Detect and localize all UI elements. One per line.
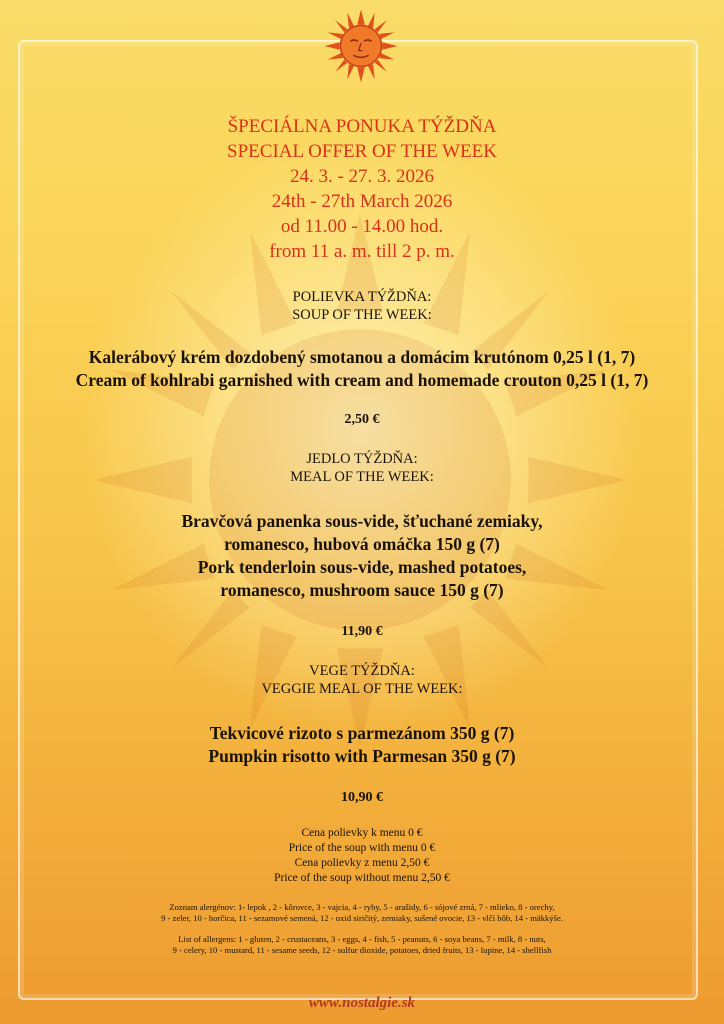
header-title-sk: ŠPECIÁLNA PONUKA TÝŽDŇA <box>227 116 497 137</box>
meal-line: romanesco, hubová omáčka 150 g (7) <box>224 534 500 554</box>
meal-line: Pork tenderloin sous-vide, mashed potatoes, <box>197 557 527 577</box>
soup-dish-sk: Kalerábový krém dozdobený smotanou a domácim krutónom 0,25 l (1, 7) <box>88 347 636 367</box>
soup-price-note: Cena polievky k menu 0 € <box>301 827 423 839</box>
meal-line: Bravčová panenka sous-vide, šťuchané zemiaky, <box>181 511 543 531</box>
allergen-line: 9 - zeler, 10 - horčica, 11 - sezamové semená, 12 - oxid siričitý, zemiaky, sušené ovocie, 13 - vlčí bôb, 14 - mäkkýše. <box>161 913 563 923</box>
veggie-title-en: VEGGIE MEAL OF THE WEEK: <box>261 681 463 697</box>
soup-price-notes <box>30 826 694 886</box>
soup-dish-en: Cream of kohlrabi garnished with cream and homemade crouton 0,25 l (1, 7) <box>75 370 649 390</box>
meal-price: 11,90 € <box>341 624 383 639</box>
header-date-en: 24th - 27th March 2026 <box>271 191 453 212</box>
allergen-line: List of allergens: 1 - gluten, 2 - crustaceans, 3 - eggs, 4 - fish, 5 - peanuts, 6 - soya beans, 7 - milk, 8 - nuts, <box>178 934 546 944</box>
allergens-sk <box>30 902 694 924</box>
veggie-section <box>30 662 694 806</box>
menu-content <box>30 114 694 956</box>
soup-title-sk: POLIEVKA TÝŽDŇA: <box>292 289 432 305</box>
meal-section <box>30 450 694 640</box>
veggie-title-sk: VEGE TÝŽDŇA: <box>309 663 415 679</box>
soup-price: 2,50 € <box>344 412 380 427</box>
header-hours-en: from 11 a. m. till 2 p. m. <box>269 241 455 262</box>
soup-section <box>30 288 694 428</box>
allergen-line: Zoznam alergénov: 1- lepok , 2 - kôrovce, 3 - vajcia, 4 - ryby, 5 - arašidy, 6 - sójové zrná, 7 - mlieko, 8 - orechy, <box>169 902 555 912</box>
allergen-line: 9 - celery, 10 - mustard, 11 - sesame seeds, 12 - sulfur dioxide, potatoes, dried fruits, 13 - lupine, 14 - shellfish <box>172 945 552 955</box>
sun-face-icon <box>323 8 399 84</box>
website-link[interactable]: www.nostalgie.sk <box>308 995 416 1011</box>
soup-price-note: Cena polievky z menu 2,50 € <box>294 857 430 869</box>
meal-title-sk: JEDLO TÝŽDŇA: <box>306 451 418 467</box>
allergens-en <box>30 934 694 956</box>
header-date-sk: 24. 3. - 27. 3. 2026 <box>289 166 435 187</box>
offer-header <box>30 114 694 264</box>
header-title-en: SPECIAL OFFER OF THE WEEK <box>227 141 497 162</box>
meal-line: romanesco, mushroom sauce 150 g (7) <box>220 580 504 600</box>
veggie-dish-en: Pumpkin risotto with Parmesan 350 g (7) <box>208 746 516 766</box>
soup-price-note: Price of the soup without menu 2,50 € <box>274 872 450 884</box>
meal-title-en: MEAL OF THE WEEK: <box>290 469 434 485</box>
veggie-price: 10,90 € <box>341 790 383 805</box>
soup-price-note: Price of the soup with menu 0 € <box>288 842 436 854</box>
header-hours-sk: od 11.00 - 14.00 hod. <box>280 216 444 237</box>
veggie-dish-sk: Tekvicové rizoto s parmezánom 350 g (7) <box>209 723 515 743</box>
soup-title-en: SOUP OF THE WEEK: <box>292 307 432 323</box>
